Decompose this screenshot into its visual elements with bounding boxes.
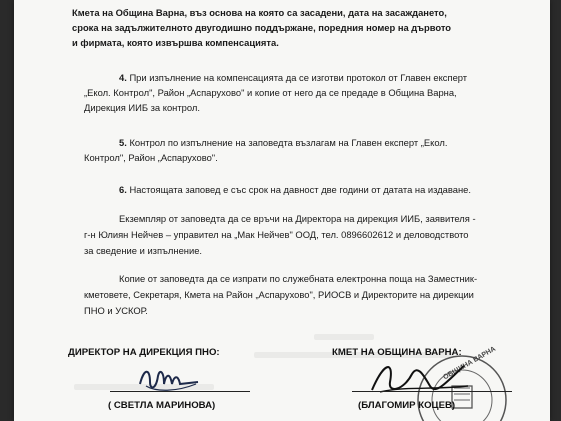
item-6-line-1: [119, 183, 471, 197]
email-paragraph-line-3: ПНО и УСКОР.: [84, 305, 148, 316]
copy-paragraph-line-2: г-н Юлиян Нейчев – управител на „Мак Нейчев" ООД, тел. 0896602612 и деловодството: [84, 229, 469, 240]
item-4-line-2: „Екол. Контрол", Район „Аспарухово" и копие от него да се предаде в Община Варна,: [84, 87, 457, 98]
email-paragraph-line-2: кметовете, Секретаря, Кмета на Район „Аспарухово", РИОСВ и Директорите на дирекции: [84, 289, 474, 300]
header-line-1: Кмета на Община Варна, въз основа на която са засадени, дата на засаждането,: [72, 7, 447, 18]
item-6-number: 6.: [119, 184, 127, 195]
item-4-line-3: Дирекция ИИБ за контрол.: [84, 102, 200, 113]
item-5-line-1: [119, 136, 447, 150]
email-paragraph-line-1: Копие от заповедта да се изпрати по служебната електронна поща на Заместник-: [119, 273, 478, 284]
bleed-through-mark: [314, 334, 374, 340]
item-4-text: При изпълнение на компенсацията да се изготви протокол от Главен експерт: [129, 72, 468, 83]
item-6-text: Настоящата заповед е със срок на давност две години от датата на издаване.: [129, 184, 471, 195]
stamp-text: ОБЩИНА ВАРНА: [442, 345, 498, 382]
right-signature-title: КМЕТ НА ОБЩИНА ВАРНА:: [332, 347, 462, 358]
item-4-number: 4.: [119, 72, 127, 83]
item-5-text: Контрол по изпълнение на заповедта възлагам на Главен експерт „Екол.: [129, 137, 448, 148]
left-signature-line: [110, 391, 250, 392]
header-line-2: срока на задължителното двугодишно поддържане, поредния номер на дървото: [72, 22, 452, 33]
item-5-number: 5.: [119, 137, 127, 148]
left-signatory-name: ( СВЕТЛА МАРИНОВА): [108, 400, 216, 411]
right-signature-line: [352, 391, 512, 392]
copy-paragraph-line-3: за сведение и изпълнение.: [84, 245, 203, 256]
right-handwritten-signature: [364, 356, 474, 402]
item-5-line-2: Контрол", Район „Аспарухово".: [84, 152, 218, 163]
item-4-line-1: [119, 71, 467, 85]
copy-paragraph-line-1: Екземпляр от заповедта да се връчи на Директора на дирекция ИИБ, заявителя -: [119, 213, 476, 224]
right-signatory-name: (БЛАГОМИР КОЦЕВ): [358, 400, 456, 411]
document-page: [14, 0, 550, 421]
left-signature-title: ДИРЕКТОР НА ДИРЕКЦИЯ ПНО:: [68, 347, 220, 358]
header-line-3: и фирмата, която извършва компенсацията.: [72, 37, 279, 48]
